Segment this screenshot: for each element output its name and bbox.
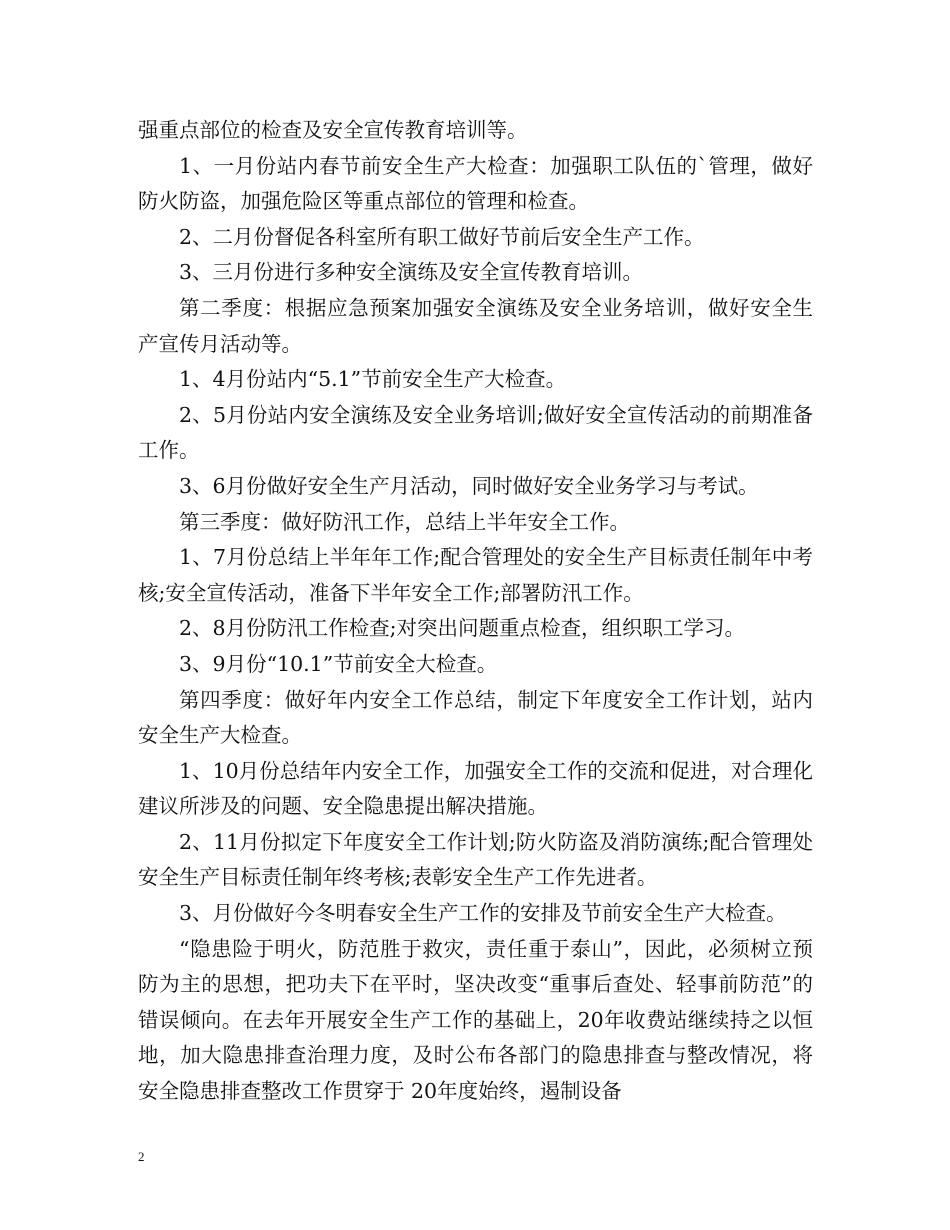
page-number: 2: [138, 1149, 145, 1164]
paragraph-may: 2、5月份站内安全演练及安全业务培训;做好安全宣传活动的前期准备工作。: [138, 402, 813, 463]
paragraph-q3-heading: 第三季度：做好防汛工作，总结上半年安全工作。: [179, 509, 630, 534]
paragraph-continuation: 强重点部位的检查及安全宣传教育培训等。: [138, 118, 528, 142]
paragraph-march: 3、三月份进行多种安全演练及安全宣传教育培训。: [179, 260, 644, 285]
paragraph-july: 1、7月份总结上半年年工作;配合管理处的安全生产目标责任制年中考核;安全宣传活动，准备下半年安全工作;部署防汛工作。: [138, 545, 813, 605]
paragraph-october: 1、10月份总结年内安全工作，加强安全工作的交流和促进，对合理化建议所涉及的问题、安全隐患提出解决措施。: [138, 758, 813, 819]
paragraph-january: 1、一月份站内春节前安全生产大检查：加强职工队伍的`管理，做好防火防盗，加强危险区等重点部位的管理和检查。: [138, 153, 813, 214]
paragraph-september: 3、9月份“10.1”节前安全大检查。: [179, 651, 498, 676]
paragraph-november: 2、11月份拟定下年度安全工作计划;防火防盗及消防演练;配合管理处安全生产目标责任制年终考核;表彰安全生产工作先进者。: [138, 829, 813, 890]
paragraph-june: 3、6月份做好安全生产月活动，同时做好安全业务学习与考试。: [179, 473, 759, 498]
paragraph-prevention: “隐患险于明火，防范胜于救灾，责任重于泰山”，因此，必须树立预防为主的思想，把功夫下在平时，坚决改变“重事后查处、轻事前防范”的错误倾向。在去年开展安全生产工作的基础上，20年收费站继续持之以恒地，加大隐患排查治理力度，及时公布各部门的隐患排查与整改情况，将安全隐患排查整改工作贯穿于 20年度始终，遏制设备: [138, 936, 813, 1104]
paragraph-december: 3、月份做好今冬明春安全生产工作的安排及节前安全生产大检查。: [179, 901, 787, 926]
paragraph-q2-heading: 第二季度：根据应急预案加强安全演练及安全业务培训，做好安全生产宣传月活动等。: [138, 295, 813, 356]
paragraph-april: 1、4月份站内“5.1”节前安全生产大检查。: [179, 367, 567, 392]
document-body: [138, 113, 813, 1110]
paragraph-q4-heading: 第四季度：做好年内安全工作总结，制定下年度安全工作计划，站内安全生产大检查。: [138, 687, 813, 748]
paragraph-august: 2、8月份防汛工作检查;对突出问题重点检查，组织职工学习。: [179, 616, 745, 641]
paragraph-february: 2、二月份督促各科室所有职工做好节前后安全生产工作。: [179, 224, 705, 249]
